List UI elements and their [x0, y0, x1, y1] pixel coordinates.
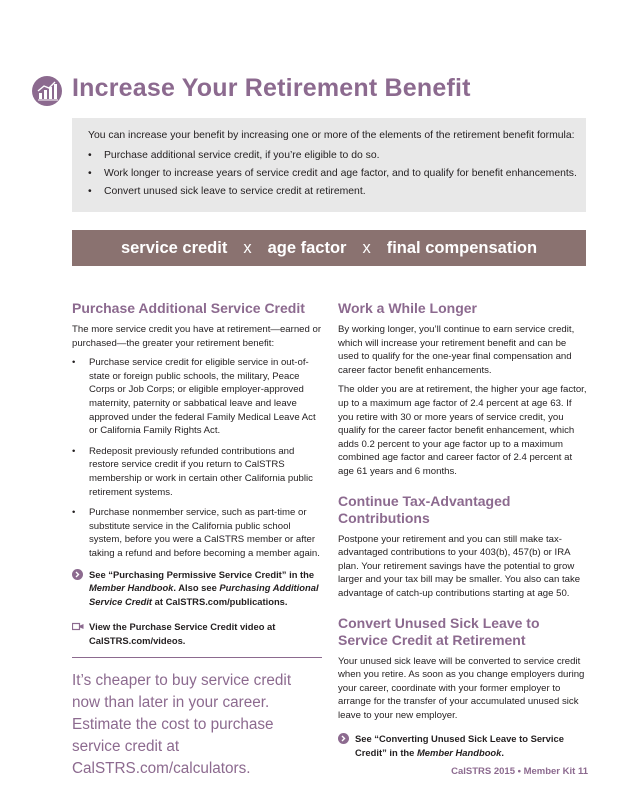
intro-lead: You can increase your benefit by increasing one or more of the elements of the retirement benefit formula: [88, 130, 575, 141]
link-text: . Also see [173, 582, 220, 594]
purchase-bullet-list [72, 356, 322, 560]
link-text: See “Converting Unused Sick Leave to Service Credit” in the [355, 733, 564, 759]
formula-term-service-credit: service credit [120, 238, 228, 257]
callout-text: It’s cheaper to buy service credit now than later in your career. Estimate the cost to purchase service credit at CalSTRS.com/calculators. [72, 672, 292, 777]
callout-divider [72, 657, 322, 658]
arrow-circle-icon [72, 569, 83, 584]
sick-leave-heading: Convert Unused Sick Leave to Service Credit at Retirement [338, 614, 540, 648]
intro-bullet-list [88, 150, 577, 204]
work-longer-heading: Work a While Longer [338, 300, 477, 316]
video-camera-icon [72, 621, 84, 636]
purchase-intro: The more service credit you have at retirement—earned or purchased—the greater your retirement benefit: [72, 324, 322, 349]
formula-operator: x [362, 238, 371, 257]
formula-term-final-compensation: final compensation [386, 238, 538, 257]
right-column [338, 300, 588, 772]
handbook-reference-link[interactable] [72, 568, 322, 609]
arrow-circle-icon [338, 733, 349, 748]
link-text: at CalSTRS.com/publications. [152, 595, 288, 607]
intro-box [72, 118, 586, 212]
link-italic: Member Handbook [416, 747, 502, 759]
video-link[interactable] [72, 620, 322, 647]
link-text: . [501, 747, 504, 759]
video-link-text: View the Purchase Service Credit video at CalSTRS.com/videos. [89, 621, 276, 646]
link-italic: Purchasing Additional Service Credit [89, 582, 319, 607]
work-longer-paragraph: The older you are at retirement, the higher your age factor, up to a maximum age factor of 2.4 percent at age 63. If you retire with 30 or more years of service credit, you qualify for the career factor benefit enhancement, which adds 0.2 percent to your age factor up to a maximum combined age factor and career factor of 2.4 percent at age 61 years and 6 months. [338, 384, 587, 477]
intro-bullet: • Purchase additional service credit, if you’re eligible to do so. [88, 150, 577, 168]
work-longer-paragraph: By working longer, you’ll continue to earn service credit, which will increase your retirement benefit and can be used to qualify for the one-year final compensation and career factor benefit enhancements. [338, 324, 575, 376]
page-title: Increase Your Retirement Benefit [72, 74, 471, 102]
intro-bullet: • Convert unused sick leave to service credit at retirement. [88, 186, 577, 204]
link-italic: Member Handbook [89, 582, 174, 594]
sick-leave-reference-link[interactable] [338, 732, 588, 759]
purchase-heading: Purchase Additional Service Credit [72, 300, 305, 316]
tax-advantaged-paragraph: Postpone your retirement and you can still make tax-advantaged contributions to your 403(b), 457(b) or IRA plan. Your retirement savings have the potential to grow larger and your tax bill may be smaller. You also can take advantage of catch-up contributions starting at age 50. [338, 533, 581, 599]
purchase-bullet: • Purchase nonmember service, such as part-time or substitute service in the California public school system, before you were a CalSTRS member or after taking a refund and before becoming a member again. [72, 506, 322, 560]
purchase-bullet: • Purchase service credit for eligible service in out-of-state or foreign public schools, the military, Peace Corps or Job Corps; or eligible employer-approved maternity, paternity or sabbatical leave and leave approved under the federal Family Medical Leave Act or California Family Rights Act. [72, 356, 322, 438]
tax-advantaged-heading: Continue Tax-Advantaged Contributions [338, 492, 511, 526]
page-footer: CalSTRS 2015 • Member Kit 11 [451, 766, 588, 777]
left-column [72, 300, 322, 659]
formula-bar [72, 230, 586, 266]
intro-bullet: • Work longer to increase years of service credit and age factor, and to qualify for benefit enhancements. [88, 168, 577, 186]
purchase-bullet: • Redeposit previously refunded contributions and restore service credit if you return to CalSTRS membership or work in certain other California public retirement systems. [72, 445, 322, 499]
formula-operator: x [243, 238, 252, 257]
bar-chart-icon [32, 76, 62, 106]
sick-leave-paragraph: Your unused sick leave will be converted to service credit when you retire. As soon as you change employers during your career, coordinate with your former employer to arrange for the transfer of your accumulated unused sick leave to your new employer. [338, 655, 585, 721]
formula-term-age-factor: age factor [267, 238, 347, 257]
link-text: See “Purchasing Permissive Service Credit” in the [89, 568, 315, 580]
